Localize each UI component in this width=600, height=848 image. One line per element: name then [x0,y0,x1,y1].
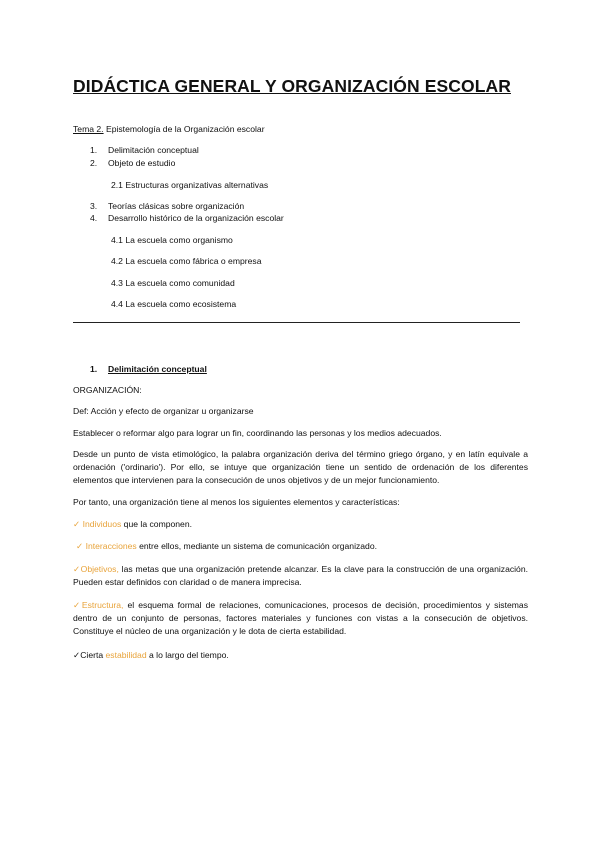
toc-text: Delimitación conceptual [108,145,199,155]
toc-sub-4-2: 4.2 La escuela como fábrica o empresa [111,256,262,266]
section-title: Delimitación conceptual [108,364,207,374]
characteristic-text: que la componen. [121,519,193,529]
characteristic-objetivos [73,563,528,589]
paragraph-1: Establecer o reformar algo para lograr un fin, coordinando las personas y los medios adecuados. [73,428,442,438]
tema-text: Epistemología de la Organización escolar [103,124,265,134]
toc-text: Objeto de estudio [108,158,176,168]
highlight-term: estabilidad [105,650,147,660]
definition-line: Def: Acción y efecto de organizar u organizarse [73,406,254,416]
document-title: DIDÁCTICA GENERAL Y ORGANIZACIÓN ESCOLAR [73,76,511,96]
toc-text: Desarrollo histórico de la organización escolar [108,213,284,223]
toc-item-1 [90,145,199,156]
characteristic-text: a lo largo del tiempo. [146,650,229,660]
section-heading [90,364,207,375]
highlight-term: Estructura, [81,600,124,610]
check-icon: ✓ [73,650,81,660]
check-icon: ✓ [73,519,81,529]
toc-sub-2-1: 2.1 Estructuras organizativas alternativas [111,180,269,190]
toc-sub-4-1: 4.1 La escuela como organismo [111,235,233,245]
toc-sub-4-3: 4.3 La escuela como comunidad [111,278,235,288]
section-num: 1. [90,364,98,374]
toc-item-3 [90,201,244,212]
highlight-term: Objetivos, [80,564,119,574]
toc-num: 1. [90,145,98,155]
paragraph-3: Por tanto, una organización tiene al menos los siguientes elementos y características: [73,497,400,507]
characteristic-text: el esquema formal de relaciones, comunicaciones, procesos de decisión, procedimientos y sistemas dentro de un conjunto de personas, factores materiales y funciones con vistas a la consecución de objetivos. Constituye el núcleo de una organización y le dota de cierta estabilidad. [73,600,528,636]
toc-num: 4. [90,213,98,223]
highlight-term: Individuos [82,519,122,529]
characteristic-interacciones [76,540,531,553]
tema-line [73,124,265,135]
characteristic-text: entre ellos, mediante un sistema de comunicación organizado. [136,541,378,551]
toc-sub-4-4: 4.4 La escuela como ecosistema [111,299,237,309]
toc-text: Teorías clásicas sobre organización [108,201,245,211]
check-icon: ✓ [73,600,82,610]
organizacion-label: ORGANIZACIÓN: [73,385,142,395]
characteristic-individuos [73,518,528,531]
characteristic-text: Cierta [80,650,106,660]
characteristic-estructura [73,599,528,638]
highlight-term: Interacciones [85,541,137,551]
check-icon: ✓ [76,541,84,551]
check-icon: ✓ [73,564,81,574]
toc-item-4 [90,213,284,224]
toc-num: 2. [90,158,98,168]
characteristic-estabilidad [73,649,528,662]
toc-item-2 [90,158,175,169]
paragraph-2: Desde un punto de vista etimológico, la palabra organización deriva del término griego órgano, y en latín equivale a ordenación ('ordinario'). Por ello, se intuye que organización tiene un sentido de ordenación de los diferentes elementos que intervienen para la consecución de unos objetivos y de un mejor funcionamiento. [73,449,528,485]
characteristic-text: las metas que una organización pretende alcanzar. Es la clave para la construcción de una organización. Pueden estar definidos con claridad o de manera imprecisa. [73,564,529,587]
toc-num: 3. [90,201,98,211]
separator-line [73,322,520,323]
tema-label: Tema 2. [73,124,104,134]
